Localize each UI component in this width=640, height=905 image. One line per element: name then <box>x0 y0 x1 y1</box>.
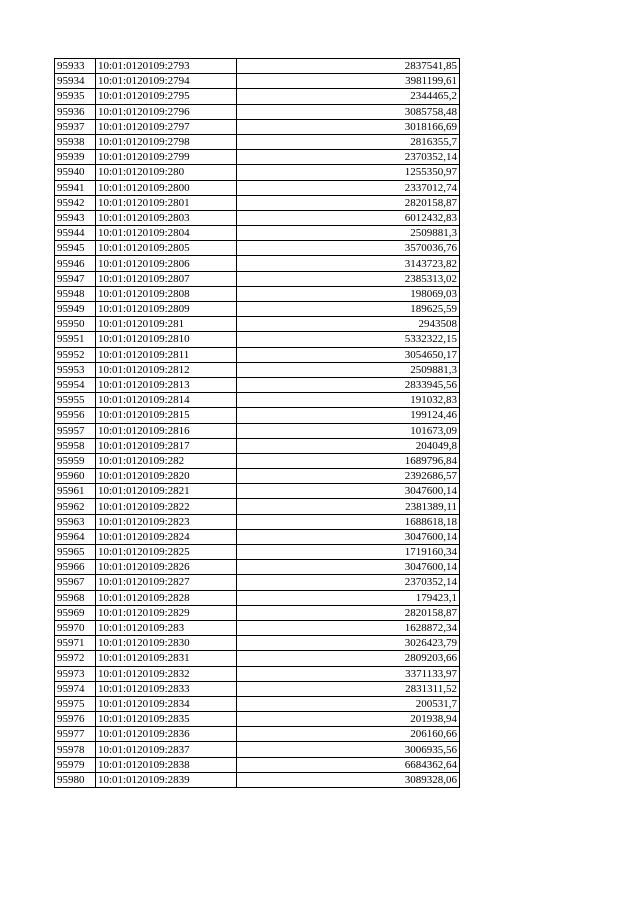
value-cell: 200531,7 <box>237 696 460 711</box>
table-row <box>55 772 460 787</box>
cadastral-number-cell: 10:01:0120109:2835 <box>96 712 237 727</box>
value-cell: 2820158,87 <box>237 195 460 210</box>
row-number-cell: 95948 <box>55 286 96 301</box>
row-number-cell: 95945 <box>55 241 96 256</box>
value-cell: 3047600,14 <box>237 560 460 575</box>
value-cell: 3085758,48 <box>237 104 460 119</box>
table-row <box>55 134 460 149</box>
row-number-cell: 95974 <box>55 681 96 696</box>
value-cell: 1719160,34 <box>237 545 460 560</box>
table-row <box>55 438 460 453</box>
table-row <box>55 74 460 89</box>
cadastral-number-cell: 10:01:0120109:2797 <box>96 119 237 134</box>
value-cell: 6684362,64 <box>237 757 460 772</box>
value-cell: 5332322,15 <box>237 332 460 347</box>
row-number-cell: 95961 <box>55 484 96 499</box>
row-number-cell: 95952 <box>55 347 96 362</box>
value-cell: 2943508 <box>237 317 460 332</box>
row-number-cell: 95954 <box>55 377 96 392</box>
row-number-cell: 95971 <box>55 636 96 651</box>
row-number-cell: 95935 <box>55 89 96 104</box>
row-number-cell: 95964 <box>55 529 96 544</box>
cadastral-number-cell: 10:01:0120109:2827 <box>96 575 237 590</box>
table-row <box>55 696 460 711</box>
row-number-cell: 95959 <box>55 453 96 468</box>
cadastral-number-cell: 10:01:0120109:2793 <box>96 59 237 74</box>
table-row <box>55 453 460 468</box>
cadastral-number-cell: 10:01:0120109:2817 <box>96 438 237 453</box>
row-number-cell: 95976 <box>55 712 96 727</box>
row-number-cell: 95958 <box>55 438 96 453</box>
value-cell: 2385313,02 <box>237 271 460 286</box>
value-cell: 206160,66 <box>237 727 460 742</box>
cadastral-number-cell: 10:01:0120109:2811 <box>96 347 237 362</box>
value-cell: 1689796,84 <box>237 453 460 468</box>
value-cell: 2837541,85 <box>237 59 460 74</box>
cadastral-number-cell: 10:01:0120109:2838 <box>96 757 237 772</box>
row-number-cell: 95973 <box>55 666 96 681</box>
row-number-cell: 95950 <box>55 317 96 332</box>
cadastral-number-cell: 10:01:0120109:280 <box>96 165 237 180</box>
table-row <box>55 590 460 605</box>
value-cell: 1255350,97 <box>237 165 460 180</box>
value-cell: 3054650,17 <box>237 347 460 362</box>
row-number-cell: 95978 <box>55 742 96 757</box>
value-cell: 2809203,66 <box>237 651 460 666</box>
table-row <box>55 241 460 256</box>
table-row <box>55 712 460 727</box>
cadastral-number-cell: 10:01:0120109:2825 <box>96 545 237 560</box>
cadastral-number-cell: 10:01:0120109:282 <box>96 453 237 468</box>
table-row <box>55 362 460 377</box>
cadastral-number-cell: 10:01:0120109:2836 <box>96 727 237 742</box>
table-row <box>55 666 460 681</box>
table-row <box>55 393 460 408</box>
row-number-cell: 95940 <box>55 165 96 180</box>
value-cell: 198069,03 <box>237 286 460 301</box>
table-row <box>55 256 460 271</box>
table-row <box>55 89 460 104</box>
table-row <box>55 545 460 560</box>
value-cell: 2337012,74 <box>237 180 460 195</box>
row-number-cell: 95944 <box>55 226 96 241</box>
row-number-cell: 95970 <box>55 620 96 635</box>
row-number-cell: 95933 <box>55 59 96 74</box>
cadastral-number-cell: 10:01:0120109:2831 <box>96 651 237 666</box>
table-row <box>55 165 460 180</box>
data-table <box>54 58 460 788</box>
cadastral-number-cell: 10:01:0120109:2808 <box>96 286 237 301</box>
row-number-cell: 95969 <box>55 605 96 620</box>
table-row <box>55 636 460 651</box>
row-number-cell: 95953 <box>55 362 96 377</box>
row-number-cell: 95957 <box>55 423 96 438</box>
cadastral-number-cell: 10:01:0120109:283 <box>96 620 237 635</box>
table-row <box>55 271 460 286</box>
table-row <box>55 150 460 165</box>
row-number-cell: 95942 <box>55 195 96 210</box>
table-row <box>55 484 460 499</box>
value-cell: 2831311,52 <box>237 681 460 696</box>
row-number-cell: 95979 <box>55 757 96 772</box>
table-row <box>55 575 460 590</box>
value-cell: 191032,83 <box>237 393 460 408</box>
cadastral-number-cell: 10:01:0120109:2830 <box>96 636 237 651</box>
value-cell: 3143723,82 <box>237 256 460 271</box>
row-number-cell: 95949 <box>55 302 96 317</box>
cadastral-number-cell: 10:01:0120109:2837 <box>96 742 237 757</box>
cadastral-number-cell: 10:01:0120109:2803 <box>96 210 237 225</box>
row-number-cell: 95972 <box>55 651 96 666</box>
table-row <box>55 195 460 210</box>
table-row <box>55 302 460 317</box>
table-row <box>55 180 460 195</box>
cadastral-number-cell: 10:01:0120109:2815 <box>96 408 237 423</box>
row-number-cell: 95934 <box>55 74 96 89</box>
row-number-cell: 95962 <box>55 499 96 514</box>
cadastral-number-cell: 10:01:0120109:2816 <box>96 423 237 438</box>
table-row <box>55 560 460 575</box>
table-row <box>55 286 460 301</box>
value-cell: 2509881,3 <box>237 226 460 241</box>
table-row <box>55 332 460 347</box>
table-row <box>55 681 460 696</box>
table-row <box>55 514 460 529</box>
value-cell: 2392686,57 <box>237 469 460 484</box>
row-number-cell: 95960 <box>55 469 96 484</box>
value-cell: 3047600,14 <box>237 484 460 499</box>
cadastral-number-cell: 10:01:0120109:2794 <box>96 74 237 89</box>
cadastral-number-cell: 10:01:0120109:2804 <box>96 226 237 241</box>
table-row <box>55 469 460 484</box>
table-row <box>55 347 460 362</box>
cadastral-number-cell: 10:01:0120109:2829 <box>96 605 237 620</box>
value-cell: 3089328,06 <box>237 772 460 787</box>
table-row <box>55 59 460 74</box>
row-number-cell: 95965 <box>55 545 96 560</box>
cadastral-number-cell: 10:01:0120109:2801 <box>96 195 237 210</box>
table-row <box>55 104 460 119</box>
row-number-cell: 95943 <box>55 210 96 225</box>
cadastral-number-cell: 10:01:0120109:2821 <box>96 484 237 499</box>
value-cell: 1688618,18 <box>237 514 460 529</box>
cadastral-number-cell: 10:01:0120109:2832 <box>96 666 237 681</box>
value-cell: 3570036,76 <box>237 241 460 256</box>
row-number-cell: 95941 <box>55 180 96 195</box>
value-cell: 2816355,7 <box>237 134 460 149</box>
cadastral-number-cell: 10:01:0120109:2798 <box>96 134 237 149</box>
value-cell: 3006935,56 <box>237 742 460 757</box>
value-cell: 2370352,14 <box>237 150 460 165</box>
cadastral-number-cell: 10:01:0120109:2805 <box>96 241 237 256</box>
value-cell: 179423,1 <box>237 590 460 605</box>
row-number-cell: 95956 <box>55 408 96 423</box>
cadastral-number-cell: 10:01:0120109:2820 <box>96 469 237 484</box>
value-cell: 199124,46 <box>237 408 460 423</box>
table-row <box>55 605 460 620</box>
row-number-cell: 95968 <box>55 590 96 605</box>
table-row <box>55 499 460 514</box>
value-cell: 201938,94 <box>237 712 460 727</box>
row-number-cell: 95963 <box>55 514 96 529</box>
cadastral-number-cell: 10:01:0120109:2806 <box>96 256 237 271</box>
cadastral-number-cell: 10:01:0120109:2823 <box>96 514 237 529</box>
cadastral-number-cell: 10:01:0120109:2834 <box>96 696 237 711</box>
cadastral-number-cell: 10:01:0120109:2809 <box>96 302 237 317</box>
row-number-cell: 95951 <box>55 332 96 347</box>
row-number-cell: 95975 <box>55 696 96 711</box>
row-number-cell: 95947 <box>55 271 96 286</box>
row-number-cell: 95966 <box>55 560 96 575</box>
value-cell: 3371133,97 <box>237 666 460 681</box>
cadastral-number-cell: 10:01:0120109:281 <box>96 317 237 332</box>
cadastral-number-cell: 10:01:0120109:2812 <box>96 362 237 377</box>
table-row <box>55 210 460 225</box>
value-cell: 101673,09 <box>237 423 460 438</box>
table-row <box>55 742 460 757</box>
cadastral-number-cell: 10:01:0120109:2814 <box>96 393 237 408</box>
cadastral-number-cell: 10:01:0120109:2800 <box>96 180 237 195</box>
cadastral-number-cell: 10:01:0120109:2807 <box>96 271 237 286</box>
table-row <box>55 317 460 332</box>
cadastral-number-cell: 10:01:0120109:2826 <box>96 560 237 575</box>
table-body <box>55 59 460 788</box>
row-number-cell: 95967 <box>55 575 96 590</box>
table-row <box>55 377 460 392</box>
value-cell: 1628872,34 <box>237 620 460 635</box>
row-number-cell: 95939 <box>55 150 96 165</box>
table-row <box>55 727 460 742</box>
row-number-cell: 95937 <box>55 119 96 134</box>
table-row <box>55 529 460 544</box>
table-row <box>55 620 460 635</box>
cadastral-number-cell: 10:01:0120109:2810 <box>96 332 237 347</box>
cadastral-number-cell: 10:01:0120109:2839 <box>96 772 237 787</box>
value-cell: 3047600,14 <box>237 529 460 544</box>
cadastral-number-cell: 10:01:0120109:2813 <box>96 377 237 392</box>
table-row <box>55 757 460 772</box>
row-number-cell: 95946 <box>55 256 96 271</box>
row-number-cell: 95938 <box>55 134 96 149</box>
value-cell: 2833945,56 <box>237 377 460 392</box>
row-number-cell: 95980 <box>55 772 96 787</box>
value-cell: 6012432,83 <box>237 210 460 225</box>
cadastral-number-cell: 10:01:0120109:2822 <box>96 499 237 514</box>
row-number-cell: 95936 <box>55 104 96 119</box>
value-cell: 2509881,3 <box>237 362 460 377</box>
cadastral-number-cell: 10:01:0120109:2833 <box>96 681 237 696</box>
cadastral-number-cell: 10:01:0120109:2799 <box>96 150 237 165</box>
value-cell: 3981199,61 <box>237 74 460 89</box>
value-cell: 2370352,14 <box>237 575 460 590</box>
cadastral-number-cell: 10:01:0120109:2795 <box>96 89 237 104</box>
value-cell: 189625,59 <box>237 302 460 317</box>
cadastral-number-cell: 10:01:0120109:2828 <box>96 590 237 605</box>
table-row <box>55 408 460 423</box>
table-row <box>55 226 460 241</box>
value-cell: 2381389,11 <box>237 499 460 514</box>
value-cell: 2344465,2 <box>237 89 460 104</box>
table-row <box>55 119 460 134</box>
cadastral-number-cell: 10:01:0120109:2796 <box>96 104 237 119</box>
value-cell: 3018166,69 <box>237 119 460 134</box>
cadastral-number-cell: 10:01:0120109:2824 <box>96 529 237 544</box>
row-number-cell: 95977 <box>55 727 96 742</box>
table-row <box>55 651 460 666</box>
row-number-cell: 95955 <box>55 393 96 408</box>
value-cell: 204049,8 <box>237 438 460 453</box>
value-cell: 3026423,79 <box>237 636 460 651</box>
value-cell: 2820158,87 <box>237 605 460 620</box>
table-row <box>55 423 460 438</box>
